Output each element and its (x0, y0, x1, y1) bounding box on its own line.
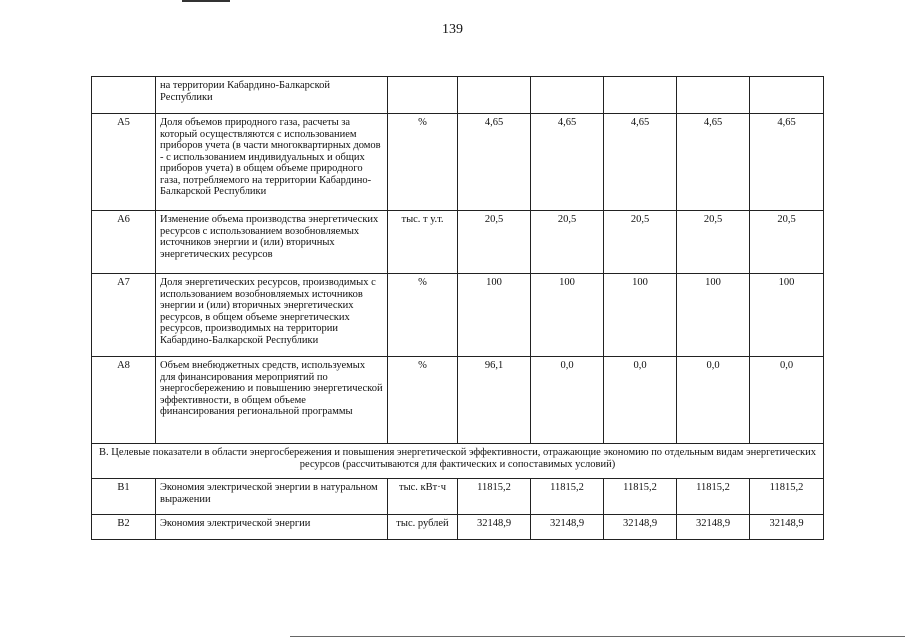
row-unit: тыс. т у.т. (388, 211, 458, 274)
row-value: 100 (604, 274, 677, 357)
row-value: 20,5 (531, 211, 604, 274)
row-value: 4,65 (750, 114, 824, 211)
row-value: 4,65 (677, 114, 750, 211)
row-value: 0,0 (677, 357, 750, 444)
row-unit: % (388, 357, 458, 444)
row-value: 32148,9 (750, 515, 824, 540)
row-value (604, 77, 677, 114)
table-row (92, 114, 824, 211)
section-b-title: В. Целевые показатели в области энергосбережения и повышения энергетической эффективности, отражающие экономию по отдельным видам энергетических ресурсов (рассчитываются для фактических и сопоставимых условий) (92, 444, 824, 479)
table-row (92, 479, 824, 515)
row-value: 4,65 (458, 114, 531, 211)
row-code: В2 (92, 515, 156, 540)
row-value: 11815,2 (531, 479, 604, 515)
row-unit: тыс. рублей (388, 515, 458, 540)
row-unit: % (388, 274, 458, 357)
row-value (677, 77, 750, 114)
row-value: 0,0 (531, 357, 604, 444)
row-description: Доля энергетических ресурсов, производимых с использованием возобновляемых источников энергии и (или) вторичных энергетических ресурсов, в общем объеме энергетических ресурсов, производимых на территории Кабардино-Балкарской Республики (156, 274, 388, 357)
row-code: А7 (92, 274, 156, 357)
row-description: Доля объемов природного газа, расчеты за который осуществляются с использованием приборов учета (в части многоквартирных домов - с использованием индивидуальных и общих приборов учета) в общем объеме природного газа, потребляемого на территории Кабардино-Балкарской Республики (156, 114, 388, 211)
row-unit (388, 77, 458, 114)
row-unit: % (388, 114, 458, 211)
row-code: А8 (92, 357, 156, 444)
row-value: 32148,9 (604, 515, 677, 540)
row-value: 100 (458, 274, 531, 357)
row-value: 20,5 (458, 211, 531, 274)
row-value: 100 (677, 274, 750, 357)
row-value: 32148,9 (458, 515, 531, 540)
row-unit: тыс. кВт·ч (388, 479, 458, 515)
row-value: 20,5 (604, 211, 677, 274)
row-code: А6 (92, 211, 156, 274)
table-row (92, 274, 824, 357)
row-value: 100 (750, 274, 824, 357)
row-code: А5 (92, 114, 156, 211)
row-description: на территории Кабардино-Балкарской Республики (156, 77, 388, 114)
row-value: 11815,2 (604, 479, 677, 515)
section-header-row (92, 444, 824, 479)
row-value: 20,5 (677, 211, 750, 274)
scan-artifact-bottom (290, 636, 905, 637)
table-row (92, 211, 824, 274)
row-description: Изменение объема производства энергетических ресурсов с использованием возобновляемых источников энергии и (или) вторичных энергетических ресурсов (156, 211, 388, 274)
row-value: 100 (531, 274, 604, 357)
row-code (92, 77, 156, 114)
row-value (531, 77, 604, 114)
row-value: 11815,2 (677, 479, 750, 515)
row-value: 4,65 (604, 114, 677, 211)
row-value: 4,65 (531, 114, 604, 211)
indicators-table (91, 76, 824, 540)
row-description: Экономия электрической энергии в натуральном выражении (156, 479, 388, 515)
row-value: 0,0 (604, 357, 677, 444)
row-value: 32148,9 (531, 515, 604, 540)
scan-artifact-top (182, 0, 230, 2)
row-value: 32148,9 (677, 515, 750, 540)
row-description: Объем внебюджетных средств, используемых для финансирования мероприятий по энергосбережению и повышению энергетической эффективности, в общем объеме финансирования региональной программы (156, 357, 388, 444)
row-value: 11815,2 (458, 479, 531, 515)
row-description: Экономия электрической энергии (156, 515, 388, 540)
row-value: 96,1 (458, 357, 531, 444)
table-row (92, 357, 824, 444)
table-row (92, 515, 824, 540)
row-code: В1 (92, 479, 156, 515)
row-value: 20,5 (750, 211, 824, 274)
table-row (92, 77, 824, 114)
row-value (458, 77, 531, 114)
row-value: 11815,2 (750, 479, 824, 515)
row-value: 0,0 (750, 357, 824, 444)
row-value (750, 77, 824, 114)
page-number: 139 (442, 22, 463, 37)
